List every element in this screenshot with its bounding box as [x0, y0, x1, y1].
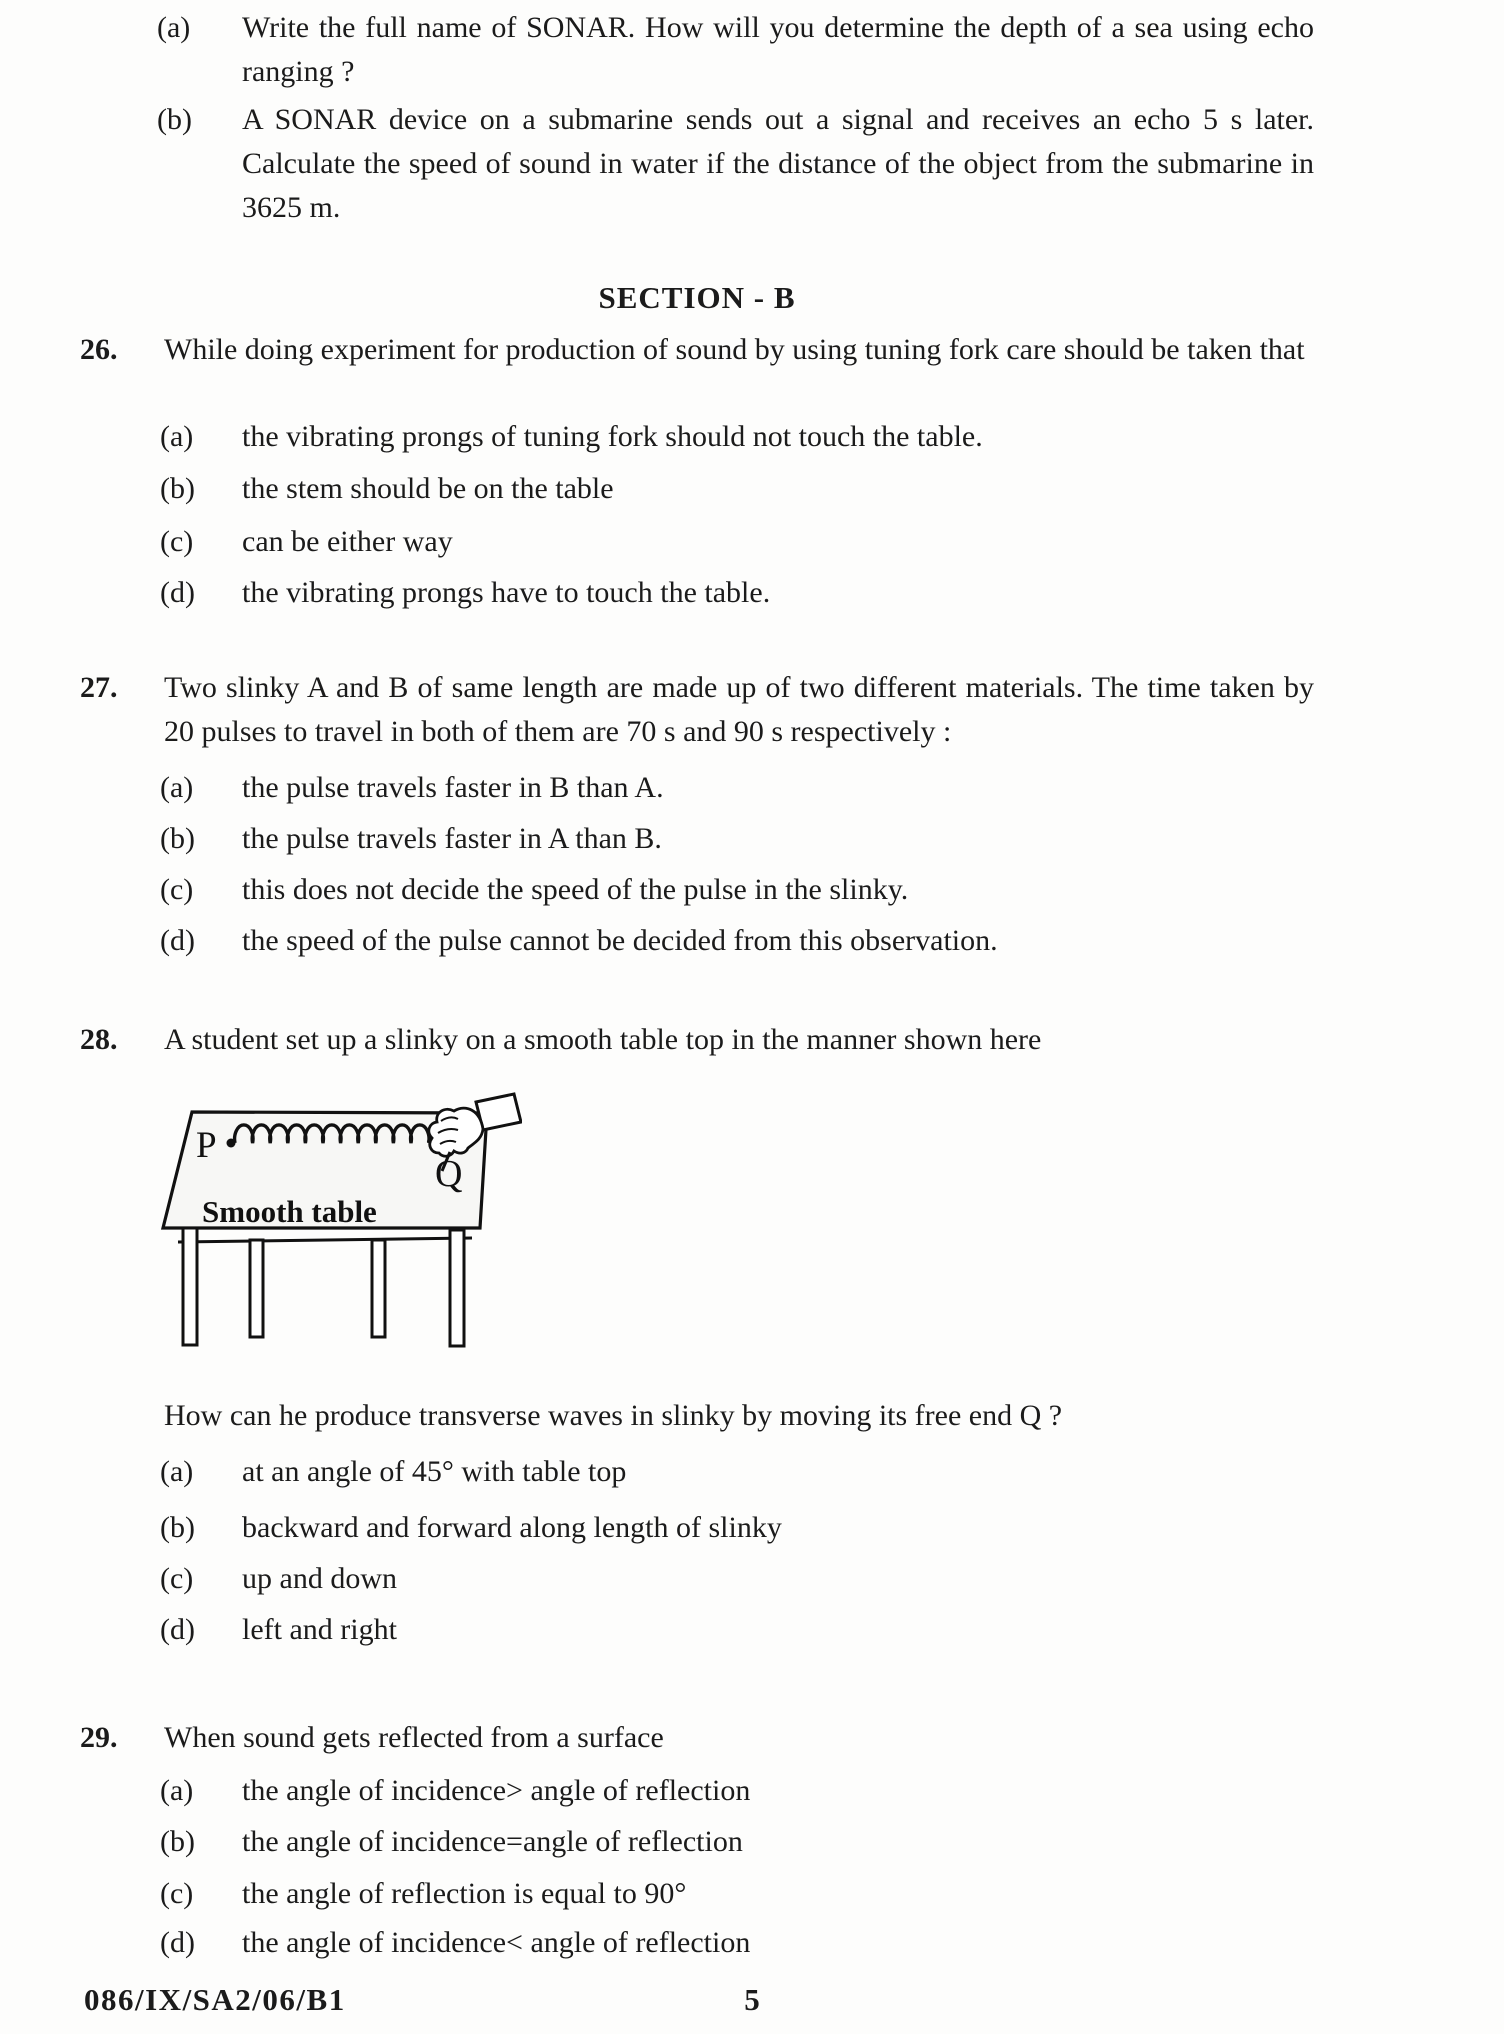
q28-option-b-label: (b)	[160, 1511, 195, 1544]
question-27-text: Two slinky A and B of same length are made up of two different materials. The time taken by 20 pulses to travel in both of them are 70 s and 90 s respectively :	[164, 671, 1314, 748]
q28-option-a-text: at an angle of 45° with table top	[242, 1455, 627, 1488]
question-29-number: 29.	[80, 1721, 118, 1754]
q29-option-b-text: the angle of incidence=angle of reflection	[242, 1825, 743, 1858]
q26-option-d-label: (d)	[160, 576, 195, 609]
q29-option-a-text: the angle of incidence> angle of reflection	[242, 1774, 751, 1807]
q28-option-c-label: (c)	[160, 1562, 194, 1595]
table-leg	[250, 1240, 263, 1337]
intro-item-b	[157, 98, 1314, 230]
question-29	[80, 1716, 1314, 1760]
q28-option-d-label: (d)	[160, 1613, 195, 1646]
question-28	[80, 1018, 1314, 1062]
q28-option-a	[160, 1450, 1314, 1494]
intro-a-text: Write the full name of SONAR. How will you determine the depth of a sea using echo ranging ?	[242, 11, 1314, 88]
q29-option-c-text: the angle of reflection is equal to 90°	[242, 1877, 687, 1910]
q29-option-d-label: (d)	[160, 1926, 195, 1959]
diagram-label-p: P	[196, 1125, 217, 1166]
q27-option-d-label: (d)	[160, 924, 195, 957]
question-28-subquestion: How can he produce transverse waves in slinky by moving its free end Q ?	[164, 1399, 1063, 1432]
q26-option-d	[160, 571, 1314, 615]
intro-item-a	[157, 6, 1314, 94]
table-leg	[450, 1230, 464, 1346]
q26-option-b-label: (b)	[160, 472, 195, 505]
q27-option-c	[160, 868, 1314, 912]
section-header: SECTION - B	[598, 280, 796, 315]
q27-option-a-label: (a)	[160, 771, 194, 804]
q28-option-d	[160, 1608, 1314, 1652]
q28-option-b-text: backward and forward along length of slinky	[242, 1511, 782, 1544]
q29-option-b-label: (b)	[160, 1825, 195, 1858]
q29-option-a-label: (a)	[160, 1774, 194, 1807]
q28-option-d-text: left and right	[242, 1613, 397, 1646]
table-leg	[372, 1240, 385, 1337]
q27-option-d-text: the speed of the pulse cannot be decided from this observation.	[242, 924, 998, 957]
q26-option-b-text: the stem should be on the table	[242, 472, 614, 505]
table-apron	[178, 1238, 472, 1242]
slinky-table-diagram	[138, 1080, 522, 1352]
q26-option-c	[160, 520, 1314, 564]
q29-option-d-text: the angle of incidence< angle of reflection	[242, 1926, 751, 1959]
question-29-text: When sound gets reflected from a surface	[164, 1721, 664, 1754]
page-number: 5	[744, 1982, 760, 2017]
q28-option-a-label: (a)	[160, 1455, 194, 1488]
diagram-label-q: Q	[435, 1153, 463, 1195]
intro-b-label: (b)	[157, 103, 192, 136]
q29-option-b	[160, 1820, 1314, 1864]
question-27-number: 27.	[80, 671, 118, 704]
q29-option-d	[160, 1921, 1314, 1965]
paper-code: 086/IX/SA2/06/B1	[84, 1982, 346, 2017]
q29-option-c	[160, 1872, 1314, 1916]
q29-option-a	[160, 1769, 1314, 1813]
table-leg	[183, 1228, 197, 1345]
q28-option-c-text: up and down	[242, 1562, 397, 1595]
q26-option-c-text: can be either way	[242, 525, 453, 558]
question-26-text: While doing experiment for production of sound by using tuning fork care should be taken that	[164, 333, 1305, 366]
q29-option-c-label: (c)	[160, 1877, 194, 1910]
q26-option-c-label: (c)	[160, 525, 194, 558]
q27-option-d	[160, 919, 1314, 963]
q26-option-d-text: the vibrating prongs have to touch the table.	[242, 576, 771, 609]
q27-option-b	[160, 817, 1314, 861]
q28-option-c	[160, 1557, 1314, 1601]
intro-a-label: (a)	[157, 11, 191, 44]
q26-option-a-label: (a)	[160, 420, 194, 453]
question-27	[80, 666, 1314, 754]
question-28-text: A student set up a slinky on a smooth table top in the manner shown here	[164, 1023, 1042, 1056]
q26-option-b	[160, 467, 1314, 511]
q27-option-a	[160, 766, 1314, 810]
diagram-caption: Smooth table	[202, 1194, 377, 1229]
q28-option-b	[160, 1506, 1314, 1550]
q27-option-a-text: the pulse travels faster in B than A.	[242, 771, 664, 804]
question-26	[80, 328, 1314, 372]
table-graphic	[138, 1080, 522, 1352]
q26-option-a	[160, 415, 1314, 459]
question-26-number: 26.	[80, 333, 118, 366]
question-28-number: 28.	[80, 1023, 118, 1056]
intro-b-text: A SONAR device on a submarine sends out a signal and receives an echo 5 s later. Calculate the speed of sound in water if the distance of the object from the submarine in 3625 m.	[242, 103, 1314, 224]
q26-option-a-text: the vibrating prongs of tuning fork should not touch the table.	[242, 420, 983, 453]
q27-option-c-text: this does not decide the speed of the pulse in the slinky.	[242, 873, 909, 906]
q27-option-c-label: (c)	[160, 873, 194, 906]
q27-option-b-label: (b)	[160, 822, 195, 855]
q27-option-b-text: the pulse travels faster in A than B.	[242, 822, 662, 855]
